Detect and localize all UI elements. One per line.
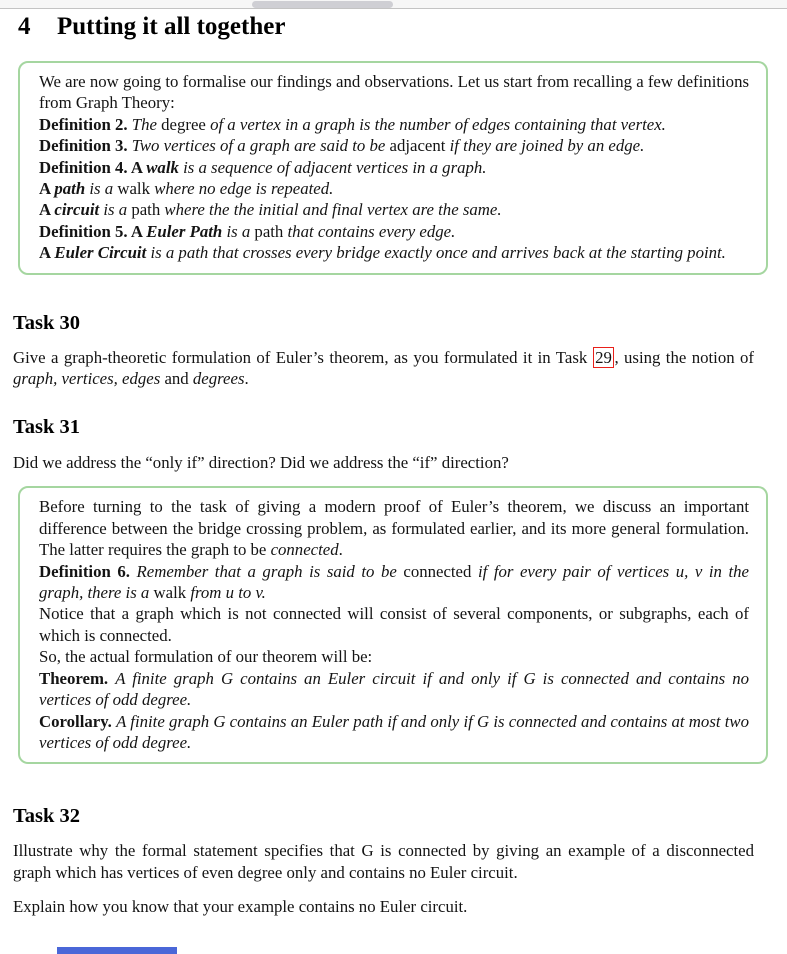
text-run: walk <box>117 179 155 199</box>
text-run: Euler Path <box>146 221 227 241</box>
corollary-statement <box>39 711 749 754</box>
text-run: . <box>244 369 249 389</box>
text-run: A <box>39 179 55 199</box>
text-run: is a <box>103 200 132 220</box>
text-run: Corollary. <box>39 711 117 731</box>
text-run: Definition 5. A <box>39 221 147 241</box>
text-run: is a sequence of adjacent vertices in a graph. <box>183 157 487 177</box>
text-run: So, the actual formulation of our theorem will be: <box>39 647 373 667</box>
text-run: walk <box>153 583 191 603</box>
definition-2 <box>39 114 749 135</box>
text-run: that contains every edge. <box>287 221 456 241</box>
text-run: Two vertices of a graph are said to be <box>131 136 390 156</box>
text-run: , using the notion of <box>614 347 754 367</box>
text-run: Definition 6. <box>39 561 137 581</box>
text-run: Did we address the “only if” direction? Did we address the “if” direction? <box>13 452 509 472</box>
text-run: connected <box>403 561 478 581</box>
text-run: Definition 2. <box>39 114 132 134</box>
scrollbar-thumb[interactable] <box>252 1 393 8</box>
theorem-statement <box>39 668 749 711</box>
text-run: Illustrate why the formal statement specifies that G is connected by giving an example of a disconnected graph which has vertices of even degree only and contains no Euler circuit. <box>13 841 754 882</box>
document-content <box>0 10 787 917</box>
section-heading <box>18 13 787 41</box>
text-run: A finite graph G contains an Euler path if and only if G is connected and contains at most two vertices of odd degree. <box>39 711 749 752</box>
connectivity-intro <box>39 496 749 560</box>
path-definition <box>39 178 749 199</box>
text-run: where the the initial and final vertex are the same. <box>164 200 502 220</box>
task-32-text-2 <box>13 896 754 918</box>
task-31-text <box>13 452 754 474</box>
definition-4 <box>39 157 749 178</box>
text-run: We are now going to formalise our findings and observations. Let us start from recalling a few definitions from Graph Theory: <box>39 72 749 113</box>
definitions-intro <box>39 71 749 114</box>
text-run: is a path that crosses every bridge exactly once and arrives back at the starting point. <box>150 243 726 263</box>
text-run: where no edge is repeated. <box>154 179 334 199</box>
euler-circuit-definition <box>39 242 749 263</box>
components-note <box>39 603 749 646</box>
text-run: Notice that a graph which is not connected will consist of several components, or subgraphs, each of which is connected. <box>39 604 749 645</box>
text-run: Remember that a graph is said to be <box>136 561 404 581</box>
text-run: . <box>338 540 343 560</box>
definition-3 <box>39 135 749 156</box>
text-run: graph, vertices, edges <box>13 369 165 389</box>
text-run: A <box>39 200 55 220</box>
task-32-title: Task 32 <box>13 805 81 828</box>
definitions-box <box>18 61 768 275</box>
bottom-partial-element[interactable] <box>57 947 177 954</box>
text-run: degree <box>161 114 211 134</box>
section-number: 4 <box>18 13 31 40</box>
text-run: path <box>254 221 288 241</box>
text-run: from u to v. <box>190 583 266 603</box>
text-run: if for every pair of vertices u, v in the graph, there is a <box>39 561 750 603</box>
task-30-text <box>13 347 754 390</box>
text-run: adjacent <box>389 136 450 156</box>
theorem-box <box>18 486 768 764</box>
text-run: if they are joined by an edge. <box>449 136 645 156</box>
text-run: The <box>131 114 162 134</box>
section-title: Putting it all together <box>57 13 286 40</box>
text-run: path <box>54 179 90 199</box>
horizontal-scrollbar[interactable] <box>0 0 787 9</box>
text-run: Give a graph-theoretic formulation of Euler’s theorem, as you formulated it in Task <box>13 347 593 367</box>
text-run: of a vertex in a graph is the number of edges containing that vertex. <box>210 114 666 134</box>
text-run: Euler Circuit <box>54 243 151 263</box>
task-31-title: Task 31 <box>13 415 81 438</box>
text-run: degrees <box>192 369 245 389</box>
circuit-definition <box>39 199 749 220</box>
task-32-text-1 <box>13 840 754 883</box>
text-run: Definition 3. <box>39 136 132 156</box>
text-run: Definition 4. A <box>39 157 147 177</box>
task-29-link[interactable]: 29 <box>593 347 615 368</box>
text-run: walk <box>146 157 184 177</box>
text-run: is a <box>89 179 118 199</box>
text-run: and <box>164 369 193 389</box>
text-run: Theorem. <box>39 668 116 688</box>
text-run: A finite graph G contains an Euler circuit if and only if G is connected and contains no vertices of odd degree. <box>39 668 749 710</box>
text-run: is a <box>226 221 255 241</box>
definition-5 <box>39 221 749 242</box>
text-run: A <box>39 243 55 263</box>
task-30-title: Task 30 <box>13 311 81 334</box>
text-run: path <box>131 200 165 220</box>
text-run: connected <box>270 540 339 560</box>
text-run: circuit <box>54 200 104 220</box>
text-run: Before turning to the task of giving a modern proof of Euler’s theorem, we discuss an important difference between the bridge crossing problem, as formulated earlier, and its more general formulation. The latter requires the graph to be <box>39 497 749 560</box>
definition-6 <box>39 561 749 604</box>
text-run: Explain how you know that your example contains no Euler circuit. <box>13 896 468 916</box>
formulation-lead <box>39 646 749 667</box>
